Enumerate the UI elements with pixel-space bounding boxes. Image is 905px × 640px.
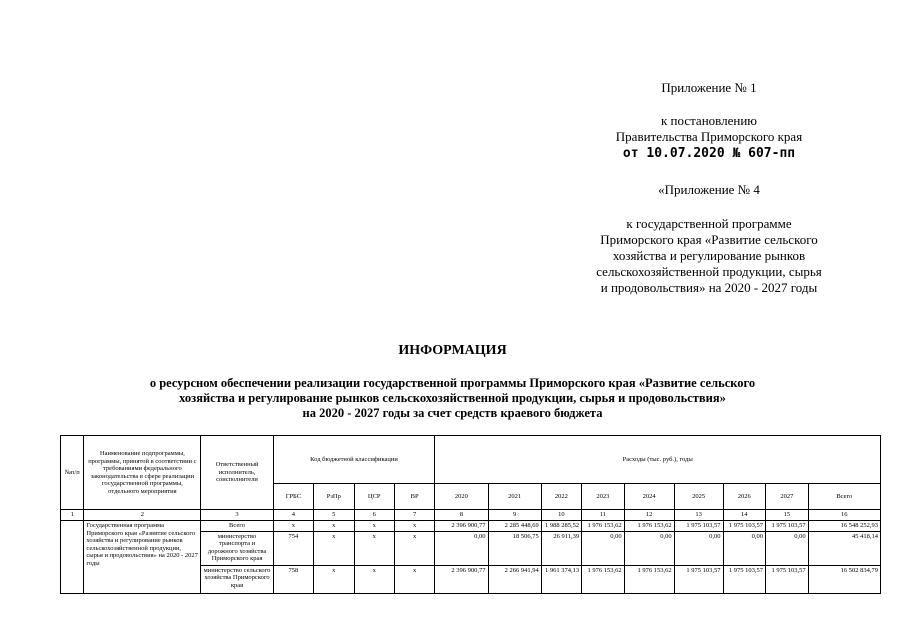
row-number	[61, 521, 84, 594]
col-name-header: Наименование подпрограммы, программы, принятой в соответствии с требованиями федерального законодательства в сфере реализации государственной программы, отдельного мероприятия	[84, 436, 201, 510]
code-cell: х	[354, 521, 394, 532]
document-title: ИНФОРМАЦИЯ	[398, 343, 507, 358]
year-col-header: 2021	[488, 484, 541, 510]
header-row	[61, 436, 881, 484]
year-col-header: 2023	[582, 484, 625, 510]
value-cell: 1 961 374,13	[541, 565, 581, 593]
col-number: 16	[808, 510, 880, 521]
program-line: к государственной программе	[626, 216, 792, 231]
value-cell: 2 396 900,77	[435, 565, 488, 593]
year-col-header: 2027	[766, 484, 809, 510]
code-cell: х	[354, 565, 394, 593]
code-col-header: РзПр	[314, 484, 354, 510]
value-cell: 1 988 285,52	[541, 521, 581, 532]
program-line: и продовольствия» на 2020 - 2027 годы	[600, 280, 818, 295]
year-col-header: 2025	[674, 484, 723, 510]
code-cell: х	[354, 531, 394, 565]
col-number: 2	[84, 510, 201, 521]
government: Правительства Приморского края	[615, 129, 803, 144]
code-cell: 758	[273, 565, 313, 593]
program-line: Приморского края «Развитие сельского	[600, 232, 818, 247]
value-cell: 1 976 153,62	[624, 565, 674, 593]
value-cell: 0,00	[766, 531, 809, 565]
value-cell: 2 285 448,69	[488, 521, 541, 532]
value-cell: 16 502 834,79	[808, 565, 880, 593]
to-resolution: к постановлению	[660, 113, 758, 128]
value-cell: 1 975 103,57	[723, 565, 766, 593]
value-cell: 1 975 103,57	[766, 521, 809, 532]
value-cell: 0,00	[435, 531, 488, 565]
value-cell: 2 396 900,77	[435, 521, 488, 532]
col-number: 11	[582, 510, 625, 521]
col-number: 9	[488, 510, 541, 521]
value-cell: 18 506,75	[488, 531, 541, 565]
value-cell: 1 975 103,57	[674, 565, 723, 593]
code-cell: х	[394, 521, 434, 532]
code-cell: х	[394, 565, 434, 593]
code-col-header: ГРБС	[273, 484, 313, 510]
code-cell: х	[314, 565, 354, 593]
col-number: 1	[61, 510, 84, 521]
document-subtitle	[0, 376, 905, 421]
value-cell: 2 266 941,94	[488, 565, 541, 593]
col-number: 5	[314, 510, 354, 521]
appendix-number: Приложение № 1	[661, 80, 757, 95]
executor: министерство транспорта и дорожного хозяйства Приморского края	[201, 531, 273, 565]
value-cell: 1 976 153,62	[582, 565, 625, 593]
appendix-4: «Приложение № 4	[658, 182, 760, 197]
subtitle-line: на 2020 - 2027 годы за счет средств краевого бюджета	[302, 406, 603, 420]
year-col-header: 2024	[624, 484, 674, 510]
code-cell: х	[394, 531, 434, 565]
subtitle-line: о ресурсном обеспечении реализации государственной программы Приморского края «Развитие сельского	[149, 376, 756, 390]
resolution-ref	[559, 113, 859, 145]
col-executor-header: Ответственный исполнитель, соисполнители	[201, 436, 273, 510]
numbering-row	[61, 510, 881, 521]
code-col-header: ВР	[394, 484, 434, 510]
value-cell: 1 976 153,62	[624, 521, 674, 532]
col-budget-code-header: Код бюджетной классификации	[273, 436, 435, 484]
col-number: 7	[394, 510, 434, 521]
table-row	[61, 521, 881, 532]
value-cell: 1 975 103,57	[723, 521, 766, 532]
code-cell: х	[314, 531, 354, 565]
value-cell: 0,00	[582, 531, 625, 565]
col-number: 6	[354, 510, 394, 521]
col-num-header: №п/п	[61, 436, 84, 510]
code-cell: х	[273, 521, 313, 532]
program-ref	[559, 216, 859, 296]
value-cell: 0,00	[674, 531, 723, 565]
col-number: 4	[273, 510, 313, 521]
value-cell: 26 911,39	[541, 531, 581, 565]
col-number: 3	[201, 510, 273, 521]
program-line: сельскохозяйственной продукции, сырья	[596, 264, 822, 279]
executor: министерство сельского хозяйства Приморского края	[201, 565, 273, 593]
year-col-header: 2020	[435, 484, 488, 510]
subtitle-line: хозяйства и регулирование рынков сельскохозяйственной продукции, сырья и продовольствия»	[179, 391, 726, 405]
col-number: 14	[723, 510, 766, 521]
code-cell: х	[314, 521, 354, 532]
col-expenses-header: Расходы (тыс. руб.), годы	[435, 436, 881, 484]
col-number: 15	[766, 510, 809, 521]
decree-number: от 10.07.2020 № 607-пп	[622, 146, 796, 161]
value-cell: 0,00	[624, 531, 674, 565]
program-name: Государственная программа Приморского края «Развитие сельского хозяйства и регулирование рынков сельскохозяйственной продукции, сырья и продовольствия» на 2020 - 2027 годы	[84, 521, 201, 594]
code-cell: 754	[273, 531, 313, 565]
value-cell: 45 418,14	[808, 531, 880, 565]
year-col-header: 2026	[723, 484, 766, 510]
program-line: хозяйства и регулирование рынков	[612, 248, 806, 263]
col-number: 13	[674, 510, 723, 521]
value-cell: 1 975 103,57	[766, 565, 809, 593]
value-cell: 0,00	[723, 531, 766, 565]
year-col-header: Всего	[808, 484, 880, 510]
value-cell: 1 976 153,62	[582, 521, 625, 532]
value-cell: 1 975 103,57	[674, 521, 723, 532]
col-number: 12	[624, 510, 674, 521]
value-cell: 16 548 252,93	[808, 521, 880, 532]
code-col-header: ЦСР	[354, 484, 394, 510]
year-col-header: 2022	[541, 484, 581, 510]
col-number: 10	[541, 510, 581, 521]
col-number: 8	[435, 510, 488, 521]
resource-table	[60, 435, 881, 594]
executor: Всего	[201, 521, 273, 532]
